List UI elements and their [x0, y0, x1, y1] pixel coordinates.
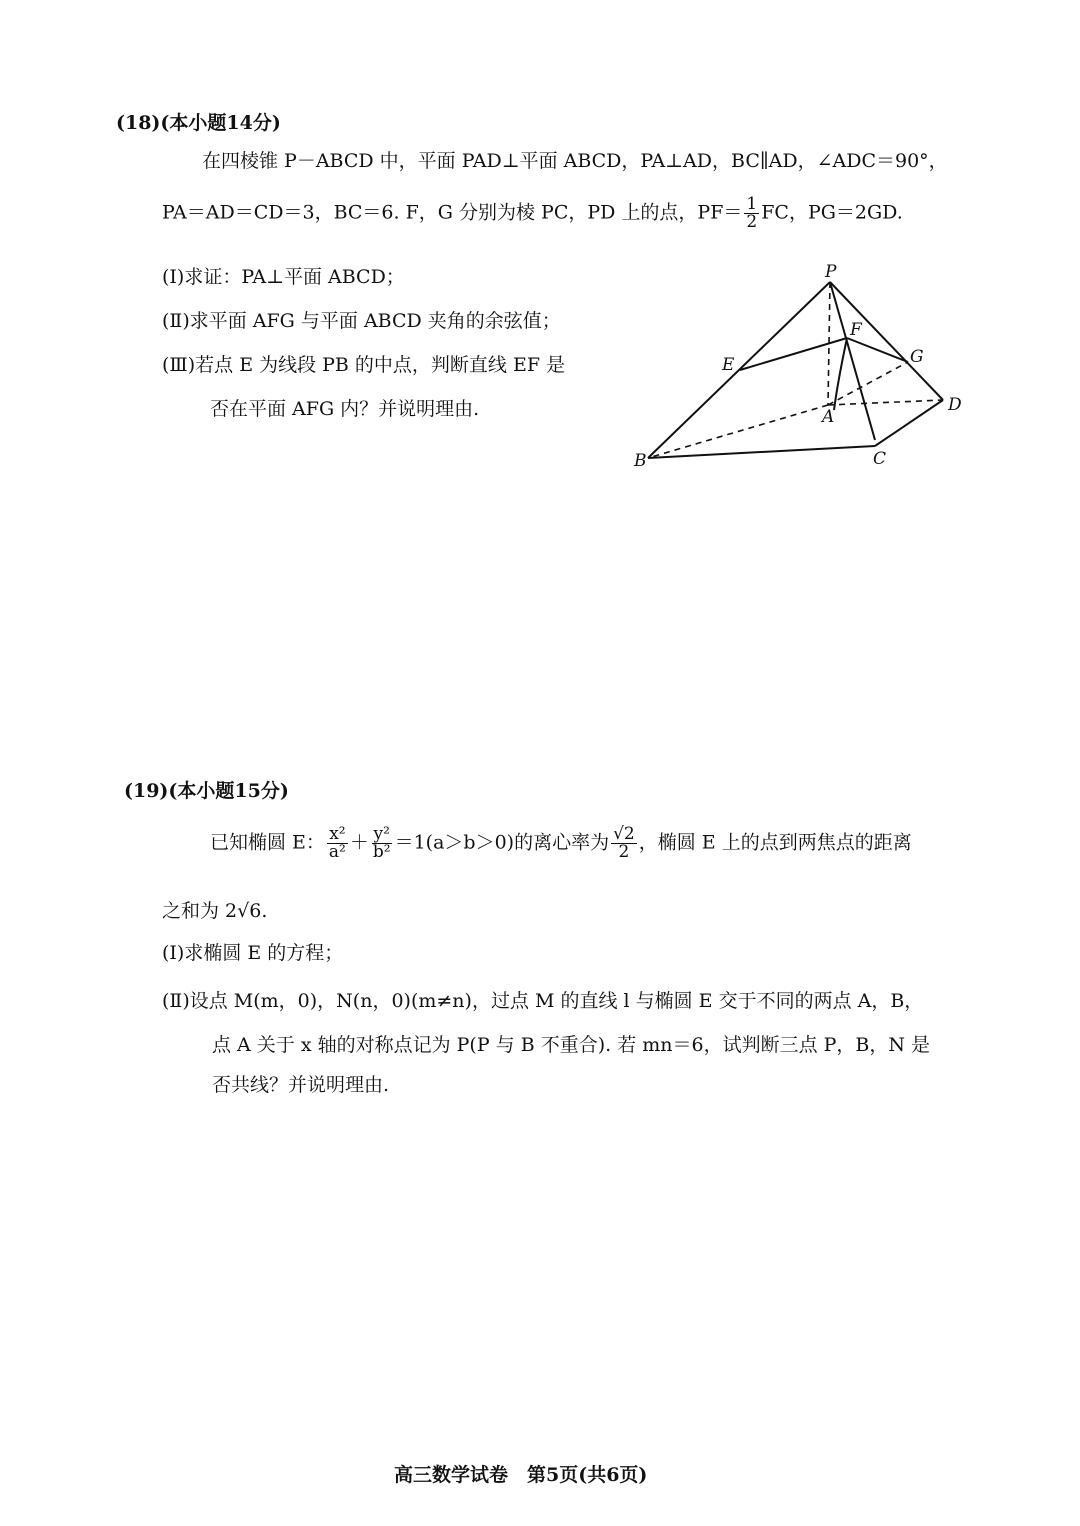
pyramid-figure [620, 255, 980, 485]
q19-frac-x [327, 826, 348, 861]
label-E: E [722, 355, 735, 375]
q18-fraction [744, 196, 759, 231]
edge-BC [648, 446, 875, 458]
label-G: G [910, 347, 924, 367]
q19-frac-y [371, 826, 393, 861]
q19-frac-ecc [611, 826, 637, 861]
label-B: B [634, 451, 647, 471]
label-A: A [822, 407, 835, 427]
edge-AD [828, 400, 943, 405]
q18-line1: 在四棱锥 P－ABCD 中，平面 PAD⊥平面 ABCD，PA⊥AD，BC∥AD，∠ADC＝90°， [202, 150, 948, 172]
q18-part1: (Ⅰ)求证：PA⊥平面 ABCD； [162, 266, 405, 288]
q19-fx-den: a² [328, 842, 346, 862]
label-P: P [825, 262, 837, 282]
edge-CD [875, 400, 943, 446]
q19-part2-b: 点 A 关于 x 轴的对称点记为 P(P 与 B 不重合). 若 mn＝6，试判断三点 P，B，N 是 [212, 1034, 931, 1056]
q19-part1: (Ⅰ)求椭圆 E 的方程； [162, 942, 344, 964]
q18-line2-a: PA＝AD＝CD＝3，BC＝6. F，G 分别为棱 PC，PD 上的点，PF＝ [162, 201, 743, 224]
q19-fy-num: y² [373, 824, 390, 844]
q19-part2-c: 否共线？并说明理由. [212, 1074, 390, 1096]
label-D: D [948, 395, 962, 415]
q18-line2-b: FC，PG＝2GD. [761, 201, 903, 224]
q18-frac-num: 1 [746, 194, 758, 214]
page-footer: 高三数学试卷 第5页(共6页) [394, 1464, 648, 1486]
q18-part2: (Ⅱ)求平面 AFG 与平面 ABCD 夹角的余弦值； [162, 310, 561, 332]
q18-header: (18)(本小题14分) [116, 112, 281, 134]
q19-line1-c: ，椭圆 E 上的点到两焦点的距离 [638, 831, 912, 854]
q18-part3-a: (Ⅲ)若点 E 为线段 PB 的中点，判断直线 EF 是 [162, 354, 566, 376]
label-F: F [850, 320, 862, 340]
q19-line1-b: ＝1(a＞b＞0)的离心率为 [394, 831, 610, 854]
q19-fx-num: x² [329, 824, 346, 844]
q19-line1-a: 已知椭圆 E： [210, 831, 325, 854]
q19-ecc-den: 2 [618, 842, 630, 862]
q18-part3-b: 否在平面 AFG 内？并说明理由. [210, 398, 480, 420]
label-C: C [873, 449, 887, 469]
q18-line2 [162, 196, 903, 231]
q19-part2-a: (Ⅱ)设点 M(m，0)，N(n，0)(m≠n)，过点 M 的直线 l 与椭圆 E 交于不同的两点 A，B， [162, 990, 924, 1012]
q19-plus: ＋ [349, 831, 369, 854]
q19-ecc-num: √2 [613, 824, 635, 844]
q19-line2: 之和为 2√6. [162, 900, 268, 922]
q19-header: (19)(本小题15分) [124, 780, 289, 802]
q19-line1 [210, 826, 912, 861]
q19-fy-den: b² [372, 842, 391, 862]
q18-frac-den: 2 [746, 212, 758, 232]
line-FA [834, 338, 847, 410]
line-FG [847, 338, 908, 362]
